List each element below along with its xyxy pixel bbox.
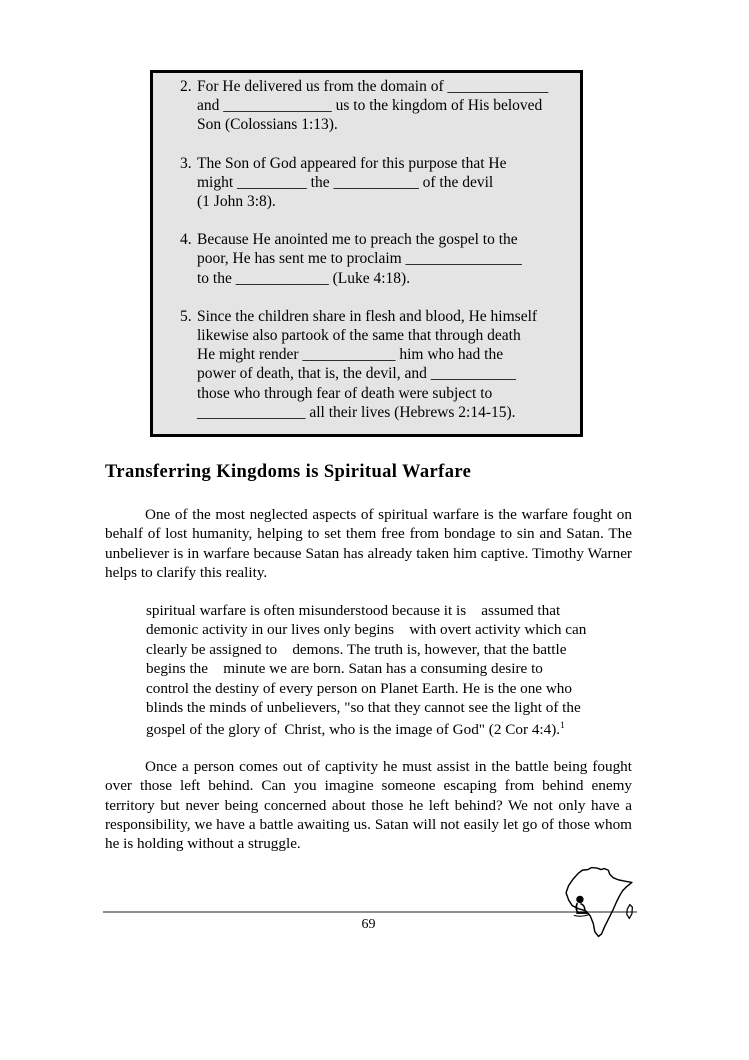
worksheet-item-4 xyxy=(180,230,572,288)
item-number: 2. xyxy=(180,78,192,95)
item-line: power of death, that is, the devil, and ___________ xyxy=(197,365,516,383)
item-line: and ______________ us to the kingdom of His beloved xyxy=(197,97,543,115)
quote-line xyxy=(146,717,646,739)
item-line: (1 John 3:8). xyxy=(197,193,276,211)
block-quote xyxy=(146,601,646,740)
item-line: might _________ the ___________ of the devil xyxy=(197,173,494,191)
worksheet-box xyxy=(150,70,583,437)
worksheet-item-2 xyxy=(180,77,572,135)
page-number: 69 xyxy=(361,917,376,932)
item-number: 3. xyxy=(180,154,192,172)
item-line: For He delivered us from the domain of _____________ xyxy=(197,78,549,95)
item-line: those who through fear of death were subject to xyxy=(197,384,493,402)
item-line: poor, He has sent me to proclaim _______________ xyxy=(197,250,522,268)
paragraph-intro: One of the most neglected aspects of spiritual warfare is the warfare fought on behalf of lost humanity, helping to set them free from bondage to sin and Satan. The unbeliever is in warfare because Satan has already taken him captive. Timothy Warner helps to clarify this reality. xyxy=(105,506,632,581)
item-line: Since the children share in flesh and blood, He himself xyxy=(197,307,538,325)
item-line: He might render ____________ him who had the xyxy=(197,346,504,364)
quote-line: demonic activity in our lives only begins with overt activity which can xyxy=(146,621,587,639)
section-heading: Transferring Kingdoms is Spiritual Warfare xyxy=(105,462,472,482)
item-number: 5. xyxy=(180,307,192,325)
quote-line: clearly be assigned to demons. The truth is, however, that the battle xyxy=(146,640,567,658)
item-number: 4. xyxy=(180,231,192,249)
footer-rule xyxy=(103,911,637,913)
item-line: The Son of God appeared for this purpose that He xyxy=(197,154,507,172)
item-line: Son (Colossians 1:13). xyxy=(197,116,338,134)
item-line: likewise also partook of the same that through death xyxy=(197,327,521,345)
worksheet-item-3 xyxy=(180,154,572,212)
quote-line: control the destiny of every person on Planet Earth. He is the one who xyxy=(146,679,572,697)
quote-line-text: gospel of the glory of Christ, who is the image of God" (2 Cor 4:4). xyxy=(146,721,561,739)
quote-line: blinds the minds of unbelievers, "so that they cannot see the light of the xyxy=(146,699,581,717)
item-line: to the ____________ (Luke 4:18). xyxy=(197,269,411,287)
footnote-marker: 1 xyxy=(560,721,565,732)
paragraph-closing: Once a person comes out of captivity he must assist in the battle being fought over those left behind. Can you imagine someone escaping from behind enemy territory but never being concerned about those he left behind? We not only have a responsibility, we have a battle awaiting us. Satan will not easily let go of those whom he is holding without a struggle. xyxy=(105,758,632,853)
worksheet-item-5 xyxy=(180,307,572,422)
item-line: Because He anointed me to preach the gospel to the xyxy=(197,231,518,249)
quote-line: spiritual warfare is often misunderstood because it is assumed that xyxy=(146,602,561,619)
quote-line: begins the minute we are born. Satan has a consuming desire to xyxy=(146,660,543,678)
item-line: ______________ all their lives (Hebrews 2:14-15). xyxy=(197,403,516,421)
